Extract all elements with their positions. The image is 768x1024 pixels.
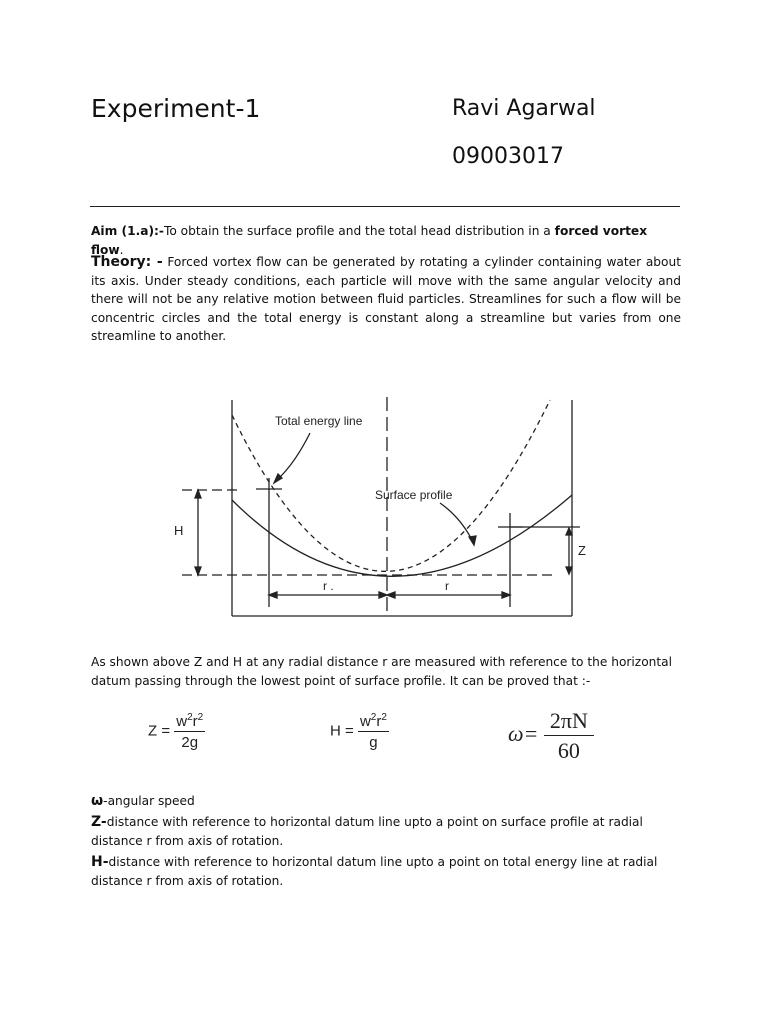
omega-fraction bbox=[544, 708, 594, 764]
omega-numerator: 2πN bbox=[544, 708, 594, 736]
h-numerator: $w^2r^2$ bbox=[359, 712, 387, 730]
h-denominator: g bbox=[369, 734, 378, 751]
h-formula-lhs: H = bbox=[330, 722, 354, 740]
forced-vortex-diagram bbox=[160, 385, 600, 625]
definition-symbol: ω bbox=[91, 793, 104, 809]
h-formula bbox=[330, 712, 389, 751]
z-formula-lhs: Z = bbox=[148, 722, 171, 740]
definition-symbol: Z- bbox=[91, 813, 107, 830]
definition-symbol: H- bbox=[91, 853, 109, 870]
h-arrow-down bbox=[195, 567, 201, 575]
surface-profile-label: Surface profile bbox=[375, 488, 453, 502]
header-divider bbox=[90, 206, 680, 207]
r-left-label: r . bbox=[323, 579, 334, 593]
z-label: Z bbox=[578, 543, 586, 558]
definition-h bbox=[91, 853, 681, 892]
surface-profile-curve bbox=[232, 495, 572, 576]
z-arrow-up bbox=[566, 528, 572, 535]
roll-number: 09003017 bbox=[452, 144, 564, 169]
author-name: Ravi Agarwal bbox=[452, 96, 596, 121]
h-arrow-up bbox=[195, 490, 201, 498]
definition-z bbox=[91, 813, 681, 852]
theory-label: Theory: - bbox=[91, 254, 163, 270]
page-title: Experiment-1 bbox=[91, 94, 261, 123]
surface-leader-head bbox=[469, 536, 476, 545]
energy-line-leader bbox=[278, 433, 310, 479]
definition-omega bbox=[91, 792, 681, 812]
definition-text: -angular speed bbox=[103, 794, 195, 808]
r-right-label: r bbox=[445, 579, 449, 593]
definition-text: distance with reference to horizontal datum line upto a point on surface profile at radial distance r from axis of rotation. bbox=[91, 814, 643, 848]
r-right-arrow-b bbox=[502, 592, 510, 598]
aim-bold: forced vortex flow bbox=[91, 224, 648, 257]
r-left-arrow-a bbox=[269, 592, 277, 598]
theory-text: Forced vortex flow can be generated by rotating a cylinder containing water about its axis. Under steady conditions, each particle will move with the same angular velocity and there will not be any relative motion between fluid particles. Streamlines for such a flow will be concentric circles and the total energy is constant along a streamline but varies from one streamline to another. bbox=[91, 255, 681, 343]
h-fraction bbox=[358, 712, 389, 751]
z-fraction bbox=[174, 712, 205, 751]
z-denominator: 2g bbox=[181, 734, 199, 751]
omega-formula bbox=[508, 708, 594, 764]
h-label: H bbox=[174, 523, 184, 538]
omega-denominator: 60 bbox=[557, 738, 580, 763]
surface-profile-leader bbox=[440, 503, 472, 540]
aim-text: To obtain the surface profile and the total head distribution in a bbox=[163, 224, 555, 238]
definitions-list bbox=[91, 792, 681, 893]
z-formula bbox=[148, 712, 205, 751]
z-numerator: $w^2r^2$ bbox=[176, 712, 204, 730]
total-energy-label: Total energy line bbox=[275, 414, 363, 428]
omega-formula-lhs: ω= bbox=[508, 721, 539, 747]
aim-label: Aim (1.a):- bbox=[91, 224, 164, 238]
definition-text: distance with reference to horizontal datum line upto a point on total energy line at radial distance r from axis of rotation. bbox=[91, 854, 658, 888]
theory-paragraph bbox=[91, 253, 681, 346]
measurement-paragraph: As shown above Z and H at any radial distance r are measured with reference to the horizontal datum passing through the lowest point of surface profile. It can be proved that :- bbox=[91, 655, 673, 688]
z-arrow-down bbox=[566, 567, 572, 574]
aim-end: . bbox=[119, 242, 124, 257]
r-right-arrow-a bbox=[387, 592, 395, 598]
